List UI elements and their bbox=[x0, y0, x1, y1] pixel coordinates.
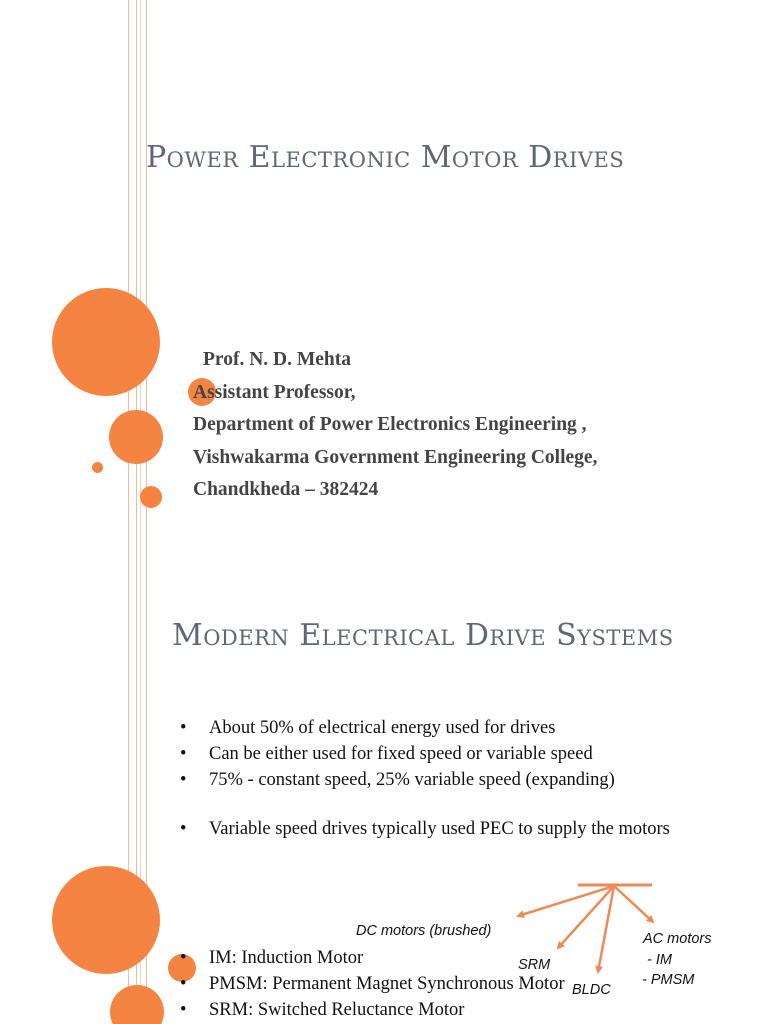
bullet-list bbox=[180, 945, 565, 1023]
label-ac-pmsm: - PMSM bbox=[642, 972, 695, 988]
slide-title: Modern Electrical Drive Systems bbox=[172, 618, 674, 653]
decorative-circle-large bbox=[52, 288, 160, 396]
accent-line bbox=[146, 580, 147, 1024]
label-dc-motors: DC motors (brushed) bbox=[356, 923, 492, 939]
decorative-circle-medium bbox=[110, 985, 164, 1024]
author-location: Chandkheda – 382424 bbox=[193, 479, 379, 500]
bullet-list bbox=[180, 715, 615, 793]
accent-line bbox=[128, 0, 129, 580]
decorative-circle-medium bbox=[109, 410, 163, 464]
list-item: • Variable speed drives typically used PEC to supply the motors bbox=[180, 816, 670, 842]
decorative-circle-tiny bbox=[92, 462, 103, 473]
author-college: Vishwakarma Government Engineering College, bbox=[193, 446, 598, 468]
label-bldc: BLDC bbox=[572, 982, 611, 998]
list-item: • 75% - constant speed, 25% variable speed (expanding) bbox=[180, 767, 615, 793]
list-item: • PMSM: Permanent Magnet Synchronous Motor bbox=[180, 971, 565, 997]
label-srm: SRM bbox=[518, 957, 551, 973]
slide-title: Power Electronic Motor Drives bbox=[146, 140, 625, 175]
author-info bbox=[193, 344, 597, 507]
list-item: • About 50% of electrical energy used for drives bbox=[180, 715, 615, 741]
decorative-circle-large bbox=[52, 866, 160, 974]
label-ac-im: - IM bbox=[647, 952, 672, 968]
accent-line bbox=[136, 0, 137, 580]
list-item: • SRM: Switched Reluctance Motor bbox=[180, 997, 565, 1023]
list-item: • Can be either used for fixed speed or variable speed bbox=[180, 741, 615, 767]
list-item: • IM: Induction Motor bbox=[180, 945, 565, 971]
decorative-circle-small bbox=[140, 486, 162, 508]
label-ac-motors: AC motors bbox=[643, 931, 712, 947]
author-name: Prof. N. D. Mehta bbox=[203, 349, 352, 370]
bullet-list bbox=[180, 816, 670, 842]
author-position: Assistant Professor, bbox=[193, 381, 356, 403]
author-department: Department of Power Electronics Engineering , bbox=[193, 414, 587, 435]
